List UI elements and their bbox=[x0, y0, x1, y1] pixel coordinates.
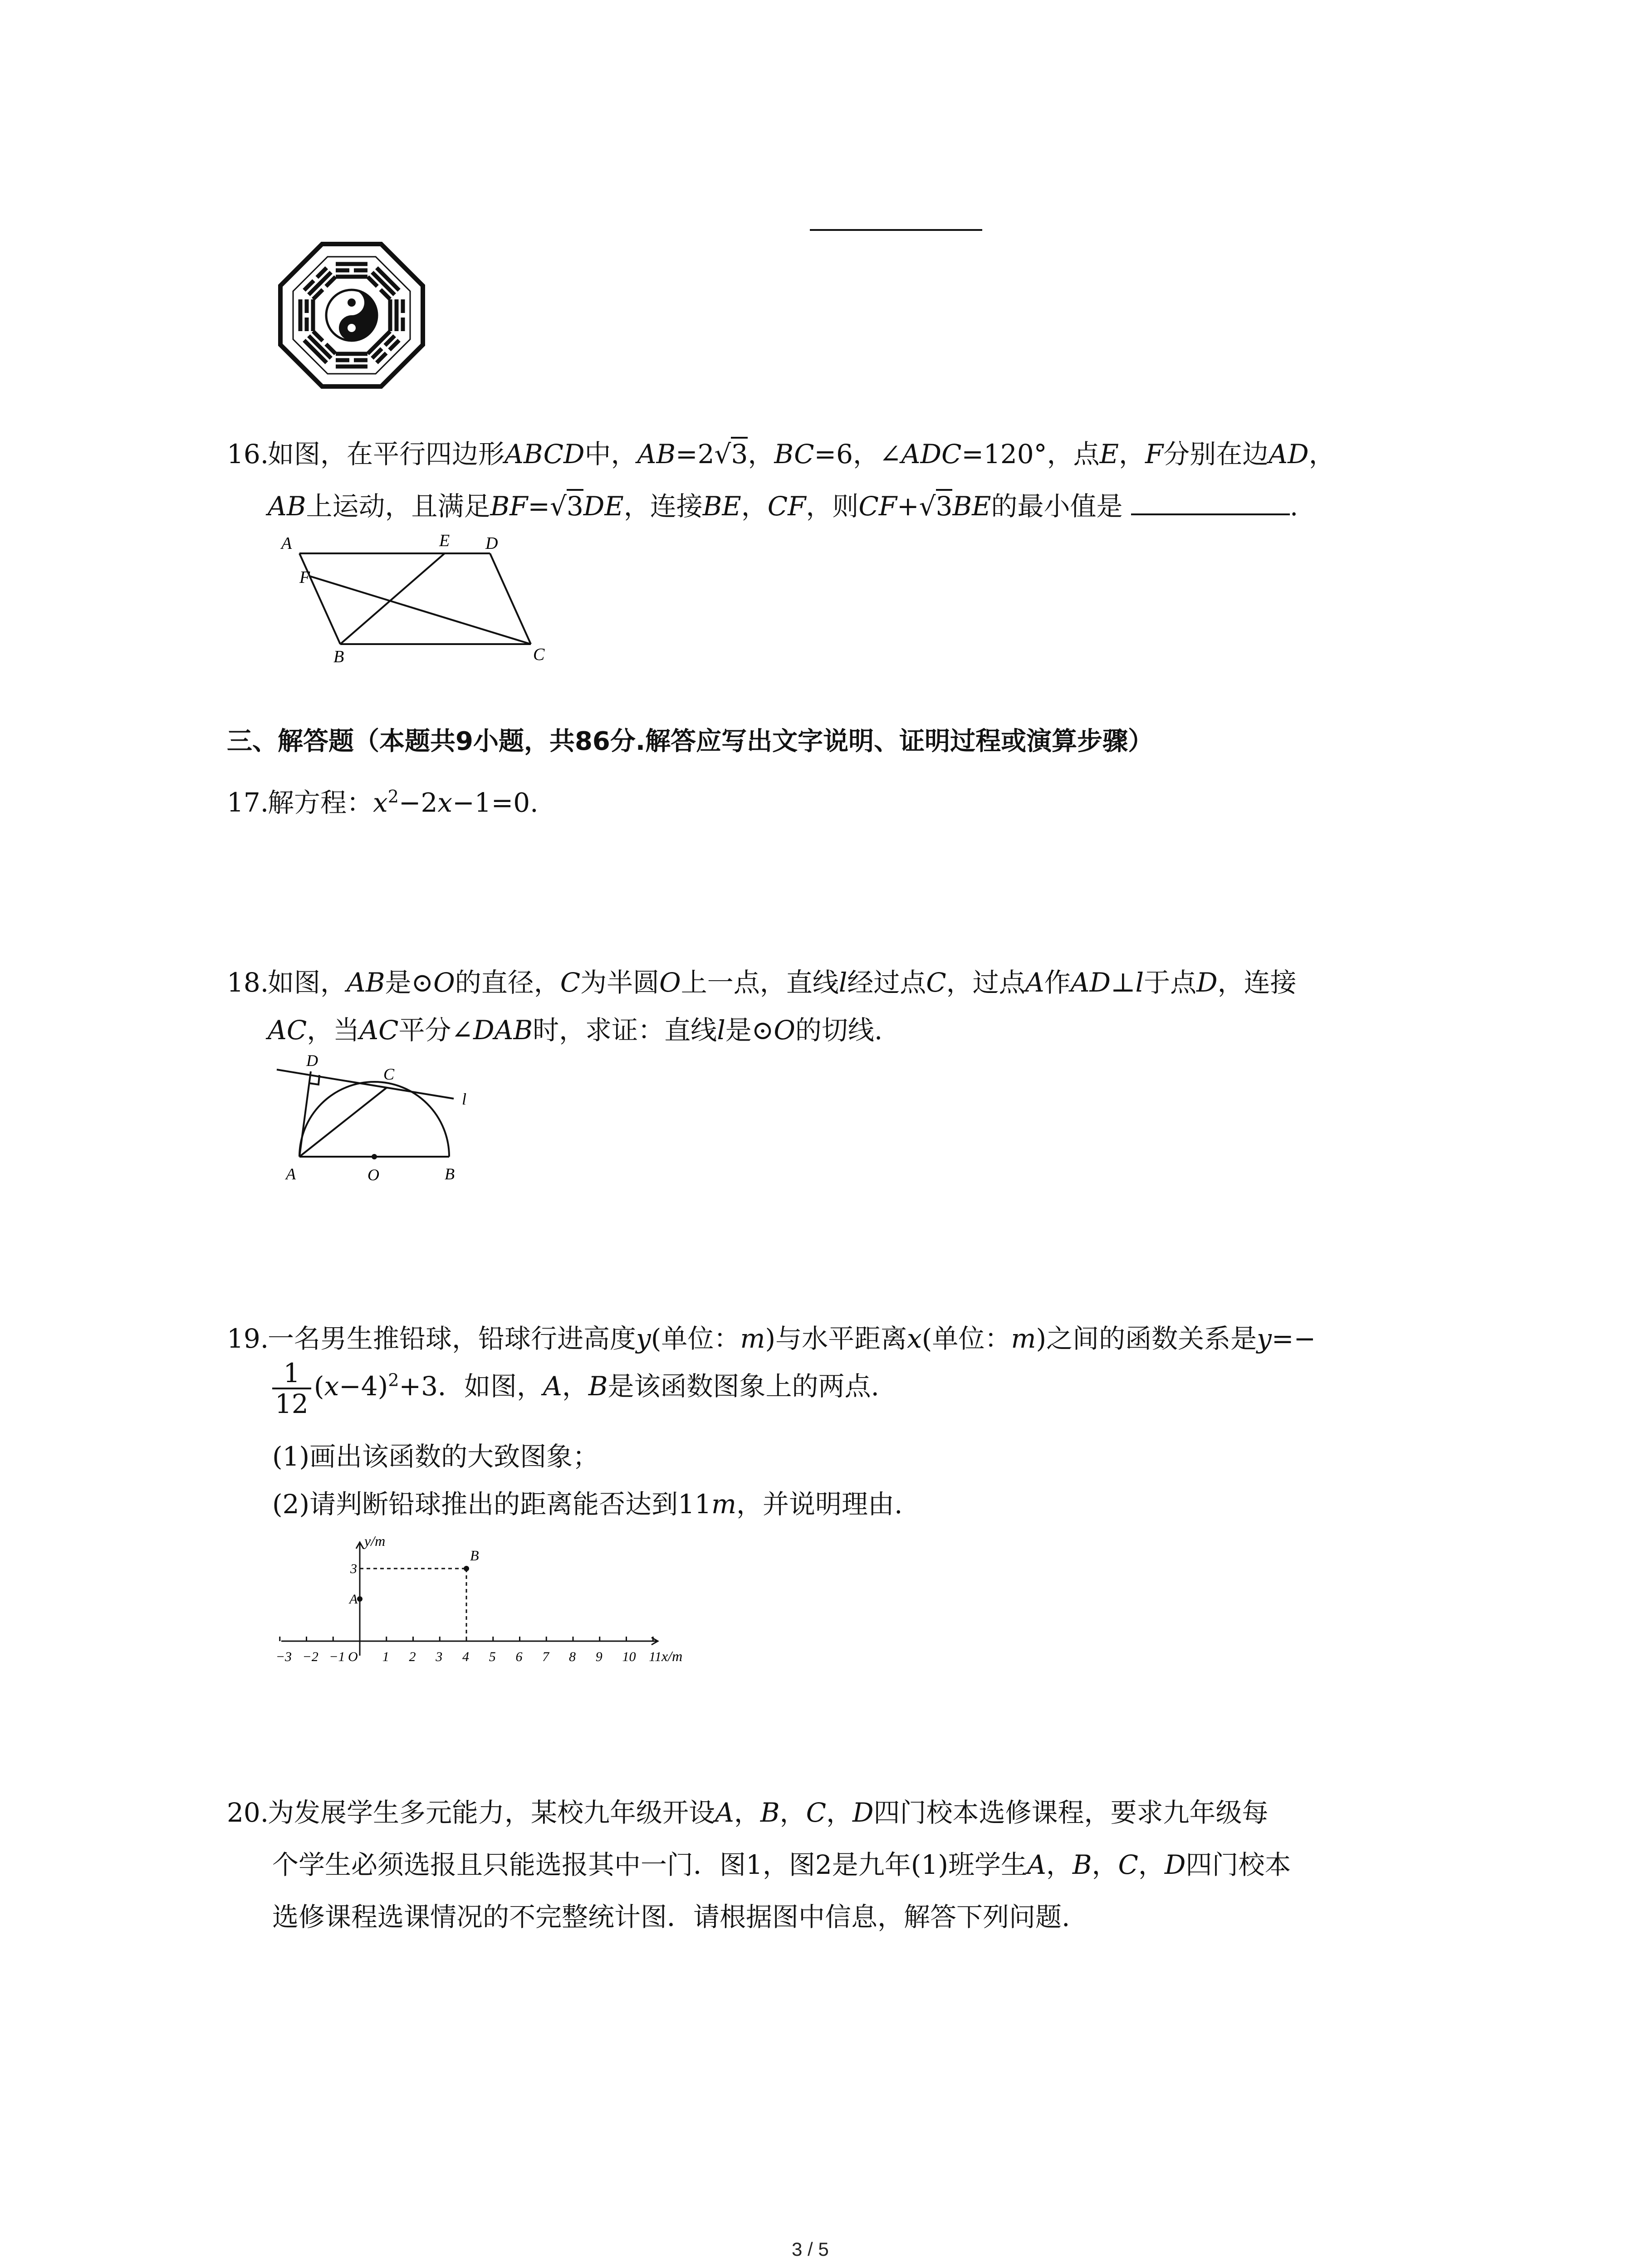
bagua-figure bbox=[277, 240, 426, 390]
q19-line1-seg-7: m bbox=[1011, 1323, 1036, 1354]
q16-answer-blank bbox=[1131, 490, 1290, 515]
q19-line1-seg-5: x bbox=[907, 1323, 922, 1354]
q18-line1-seg-1: AB bbox=[347, 967, 385, 998]
q18-line1-seg-10: 经过点 bbox=[847, 967, 926, 998]
q19-line1-seg-4: )与水平距离 bbox=[765, 1323, 907, 1354]
x-tick-label: −2 bbox=[302, 1649, 318, 1664]
x-tick-label: 4 bbox=[462, 1649, 469, 1664]
q17-line: 17.解方程：$x^2-2x-1=0$. bbox=[227, 787, 539, 818]
q18-label-l: l bbox=[462, 1090, 467, 1108]
q18-line1-seg-3: O bbox=[433, 967, 455, 998]
q18-line1-seg-12: ，过点 bbox=[946, 967, 1025, 998]
q16-label-A: A bbox=[281, 534, 292, 553]
q18-line1-seg-16: ⊥ bbox=[1110, 967, 1136, 998]
q18-line1-seg-9: l bbox=[838, 967, 847, 998]
x-tick-label: 9 bbox=[595, 1649, 603, 1664]
q18-label-D: D bbox=[306, 1051, 318, 1070]
q19-part2: (2)请判断铅球推出的距离能否达到11m，并说明理由. bbox=[272, 1489, 903, 1520]
q19-line1-text bbox=[268, 1323, 1316, 1354]
q18-line1-seg-7: O bbox=[659, 967, 681, 998]
q18-line2-seg-5: 时，求证：直线 bbox=[533, 1015, 717, 1046]
q20-line2-seg-7: D bbox=[1164, 1849, 1186, 1880]
q19-line1-seg-10: =− bbox=[1271, 1323, 1316, 1354]
sqrt-sign: √ bbox=[714, 439, 731, 469]
q20-line2-seg-5: C bbox=[1118, 1849, 1138, 1880]
q19-line1-seg-0: 一名男生推铅球，铅球行进高度 bbox=[268, 1323, 637, 1354]
q20-line1-seg-4: ， bbox=[779, 1797, 806, 1828]
q18-semicircle-figure bbox=[272, 1048, 508, 1193]
q18-line1: 18.如图，AB是⊙O的直径，C为半圆O上一点，直线l经过点C，过点A作AD⊥l于点D，连接 bbox=[227, 967, 1297, 998]
x-tick-label: 6 bbox=[515, 1649, 523, 1664]
x-tick-label: 10 bbox=[622, 1649, 636, 1664]
q19-line1-seg-3: m bbox=[740, 1323, 765, 1354]
q18-line1-seg-13: A bbox=[1025, 967, 1044, 998]
q20-line2-seg-3: B bbox=[1072, 1849, 1092, 1880]
q16-label-B: B bbox=[333, 647, 344, 666]
q18-line1-seg-2: 是⊙ bbox=[385, 967, 434, 998]
q16-label-C: C bbox=[533, 645, 545, 664]
q18-line2-seg-3: 平分∠ bbox=[398, 1015, 474, 1046]
q18-line2-seg-9: 的切线. bbox=[795, 1015, 883, 1046]
q18-line2-seg-1: ，当 bbox=[307, 1015, 360, 1046]
q18-label-B: B bbox=[445, 1165, 455, 1183]
q19-line1-seg-9: y bbox=[1257, 1323, 1272, 1354]
q18-label-A: A bbox=[286, 1165, 296, 1183]
q19-fraction: $\frac{1}{12}$ bbox=[272, 1359, 311, 1418]
q19-coordinate-axes bbox=[272, 1533, 708, 1669]
q20-line2-seg-4: ， bbox=[1092, 1849, 1118, 1880]
x-tick-label: 7 bbox=[542, 1649, 549, 1664]
q20-line1-seg-3: B bbox=[760, 1797, 780, 1828]
q19-line1-seg-2: (单位： bbox=[651, 1323, 740, 1354]
q20-line3: 选修课程选课情况的不完整统计图．请根据图中信息，解答下列问题. bbox=[272, 1901, 1070, 1932]
q20-line1-seg-7: D bbox=[852, 1797, 874, 1828]
q16-parallelogram-figure bbox=[272, 531, 563, 667]
q19-line1-seg-6: (单位： bbox=[921, 1323, 1011, 1354]
y-axis-label: y/m bbox=[364, 1533, 386, 1549]
q19-line1: 19.一名男生推铅球，铅球行进高度y(单位：m)与水平距离x(单位：m)之间的函数关系是y=− bbox=[227, 1323, 1316, 1354]
q18-line1-seg-5: C bbox=[560, 967, 581, 998]
q16-label-E: E bbox=[439, 531, 450, 550]
q18-line2-text bbox=[268, 1015, 882, 1046]
q20-line1-seg-6: ， bbox=[826, 1797, 852, 1828]
x-axis-label: x/m bbox=[661, 1648, 683, 1664]
q20-line1-seg-8: 四门校本选修课程，要求九年级每 bbox=[873, 1797, 1269, 1828]
q18-line1-seg-6: 为半圆 bbox=[580, 967, 660, 998]
q20-line1: 20.为发展学生多元能力，某校九年级开设A，B，C，D四门校本选修课程，要求九年级每 bbox=[227, 1797, 1269, 1828]
q18-line2-seg-2: AC bbox=[359, 1015, 399, 1046]
q20-line2-seg-1: A bbox=[1027, 1849, 1046, 1880]
answer-blank-top bbox=[810, 229, 982, 231]
q16-line1: 16.如图，在平行四边形ABCD中，AB=2√3，BC=6，∠ADC=120°，点E，F分别在边AD， bbox=[227, 438, 1335, 470]
x-tick-label: O bbox=[348, 1649, 358, 1664]
q18-line2-seg-6: l bbox=[717, 1015, 725, 1046]
q16-number: 16. bbox=[227, 439, 269, 469]
q16-line2: AB上运动，且满足BF=√3DE，连接BE，CF，则CF+√3BE的最小值是 . bbox=[268, 490, 1298, 523]
q19-line1-seg-8: )之间的函数关系是 bbox=[1036, 1323, 1257, 1354]
q20-line2-seg-0: 个学生必须选报且只能选报其中一门．图1，图2是九年(1)班学生 bbox=[272, 1849, 1027, 1880]
q20-line1-seg-0: 为发展学生多元能力，某校九年级开设 bbox=[268, 1797, 715, 1828]
q20-line2 bbox=[272, 1848, 1291, 1881]
q19-line2: $\frac{1}{12}$ $(x-4)^2+3$．如图，A，B是该函数图象上的两点. bbox=[272, 1359, 879, 1418]
y-tick-3: 3 bbox=[350, 1561, 357, 1576]
x-tick-label: 5 bbox=[489, 1649, 496, 1664]
point-B-label: B bbox=[470, 1547, 479, 1564]
q18-line1-seg-17: l bbox=[1135, 967, 1144, 998]
q18-line1-seg-19: D bbox=[1196, 967, 1218, 998]
x-tick-label: −3 bbox=[275, 1649, 292, 1664]
q19-part1: (1)画出该函数的大致图象； bbox=[272, 1441, 599, 1472]
q18-line1-text bbox=[268, 967, 1297, 998]
q16-label-F: F bbox=[299, 568, 310, 587]
q20-line1-text bbox=[268, 1797, 1269, 1828]
q18-line1-seg-18: 于点 bbox=[1144, 967, 1197, 998]
x-tick-label: 2 bbox=[409, 1649, 416, 1664]
x-tick-label: 8 bbox=[569, 1649, 576, 1664]
q20-line1-seg-2: ， bbox=[734, 1797, 760, 1828]
q20-line2-text bbox=[272, 1849, 1291, 1880]
x-tick-label: 3 bbox=[436, 1649, 443, 1664]
q19-line1-seg-1: y bbox=[636, 1323, 651, 1354]
q18-line2-seg-4: DAB bbox=[473, 1015, 533, 1046]
q20-line1-seg-5: C bbox=[806, 1797, 826, 1828]
q18-label-C: C bbox=[383, 1065, 395, 1083]
q18-line1-seg-11: C bbox=[926, 967, 946, 998]
page-number: 3 / 5 bbox=[792, 2239, 829, 2260]
q18-line1-seg-4: 的直径， bbox=[455, 967, 560, 998]
x-tick-label: 11 bbox=[649, 1649, 662, 1664]
point-A-label: A bbox=[349, 1592, 358, 1607]
q18-line1-seg-20: ，连接 bbox=[1217, 967, 1297, 998]
q18-line1-seg-15: AD bbox=[1070, 967, 1111, 998]
q20-line2-seg-2: ， bbox=[1046, 1849, 1073, 1880]
q20-line2-seg-6: ， bbox=[1138, 1849, 1165, 1880]
q18-line1-seg-14: 作 bbox=[1044, 967, 1071, 998]
q18-line2-seg-0: AC bbox=[268, 1015, 307, 1046]
q20-line2-seg-8: 四门校本 bbox=[1185, 1849, 1291, 1880]
q18-line2-seg-8: O bbox=[774, 1015, 795, 1046]
q20-line1-seg-1: A bbox=[715, 1797, 734, 1828]
section3-heading: 三、解答题（本题共9小题，共86分.解答应写出文字说明、证明过程或演算步骤） bbox=[227, 727, 1154, 756]
q18-line2-seg-7: 是⊙ bbox=[725, 1015, 774, 1046]
q18-line1-seg-0: 如图， bbox=[268, 967, 347, 998]
q18-label-O: O bbox=[367, 1166, 379, 1184]
q18-line1-seg-8: 上一点，直线 bbox=[681, 967, 839, 998]
q18-line2 bbox=[268, 1014, 882, 1046]
x-tick-label: 1 bbox=[382, 1649, 389, 1664]
x-tick-label: −1 bbox=[329, 1649, 345, 1664]
q16-label-D: D bbox=[485, 534, 498, 553]
